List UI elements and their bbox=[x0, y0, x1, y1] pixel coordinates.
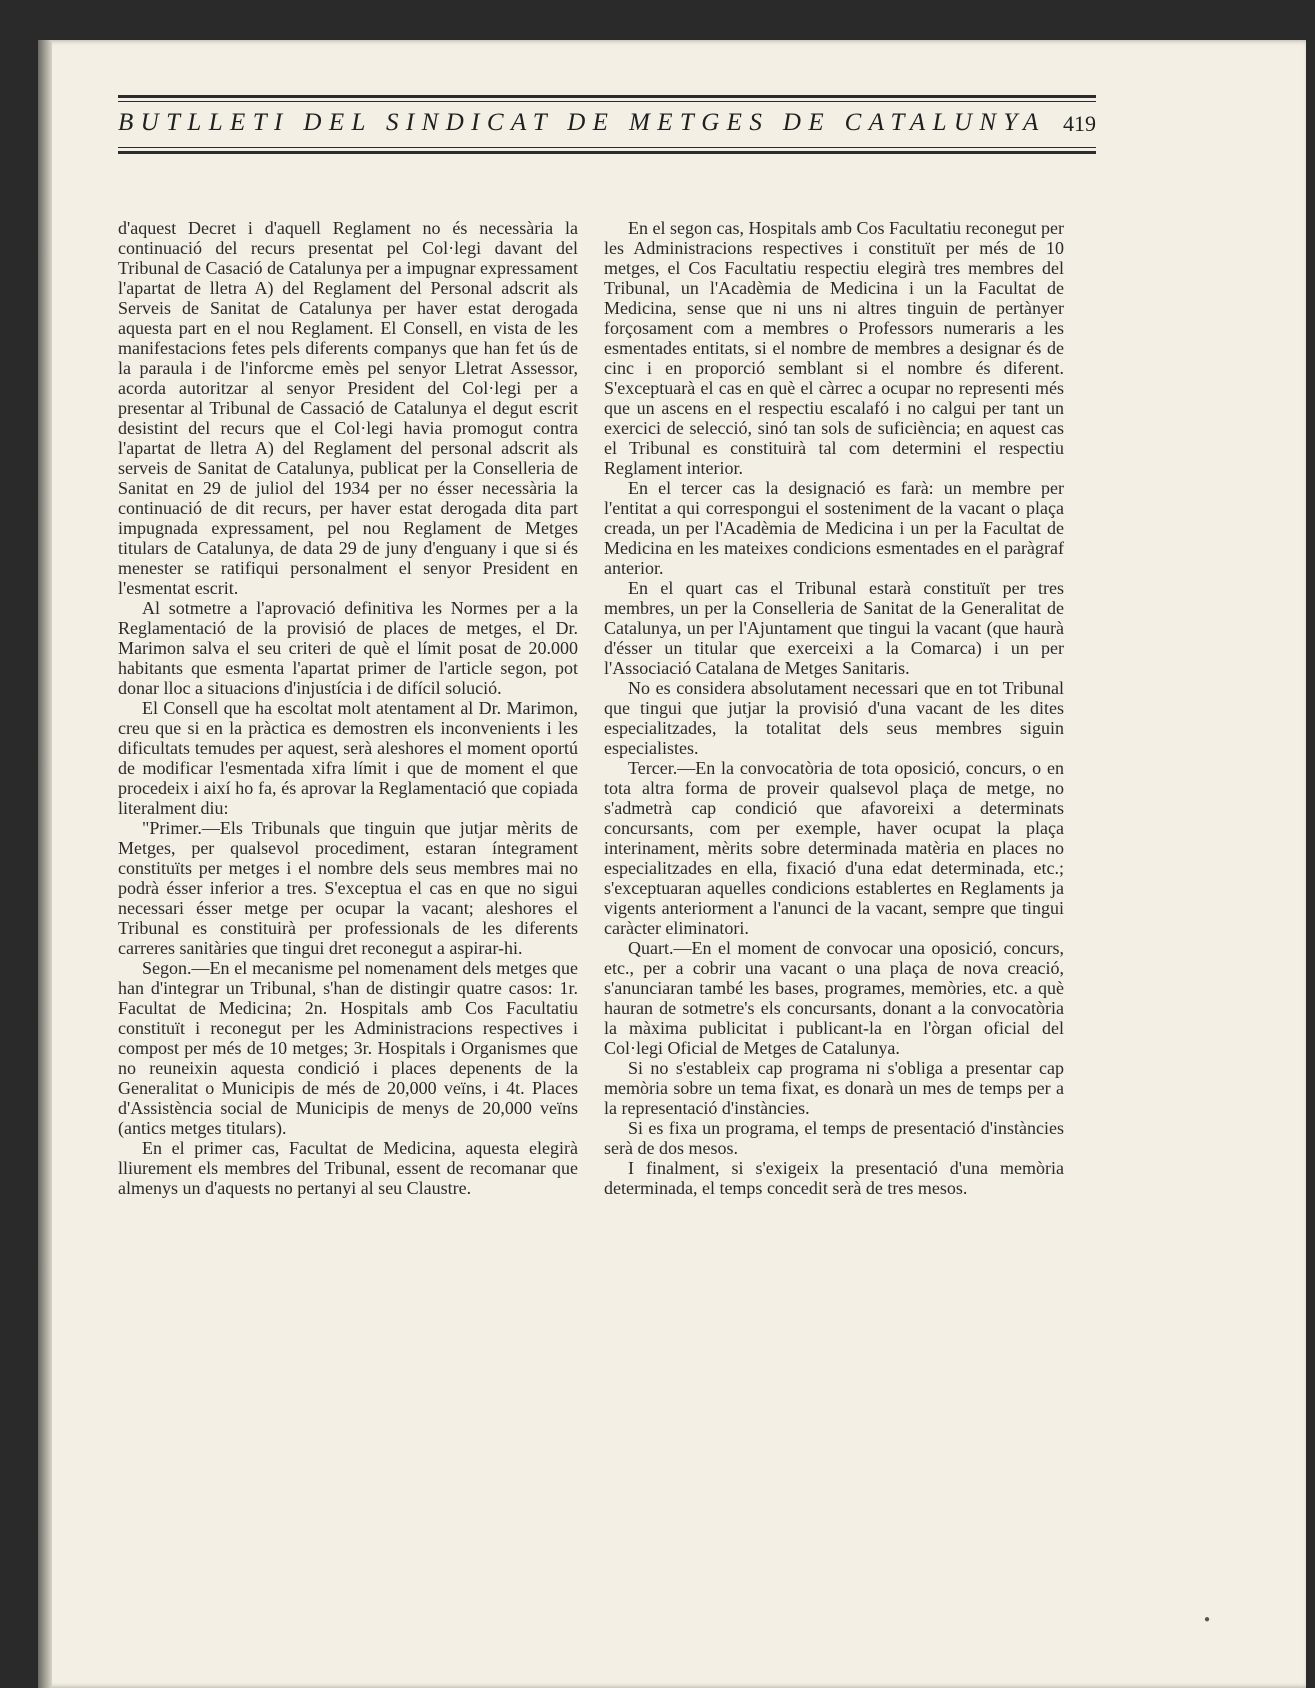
paragraph: El Consell que ha escoltat molt atentament al Dr. Marimon, creu que si en la pràctica es demostren els inconvenients i les dificultats temudes per aquest, serà aleshores el moment oportú de modificar l'esmentada xifra límit i que de moment el que procedeix i així ho fa, és aprovar la Reglamentació que copiada literalment diu: bbox=[118, 698, 578, 818]
page-number: 419 bbox=[1063, 111, 1096, 136]
left-column bbox=[118, 218, 578, 1198]
journal-title: BUTLLETI DEL SINDICAT DE METGES DE CATALUNYA bbox=[118, 109, 1046, 136]
page-binding-edge bbox=[38, 40, 52, 1688]
paragraph: No es considera absolutament necessari que en tot Tribunal que tingui que jutjar la provisió d'una vacant de les dites especialitzades, la totalitat dels seus membres siguin especialistes. bbox=[604, 678, 1064, 758]
paragraph: En el tercer cas la designació es farà: un membre per l'entitat a qui correspongui el sosteniment de la vacant o plaça creada, un per l'Acadèmia de Medicina i un per la Facultat de Medicina en les mateixes condicions esmentades en el paràgraf anterior. bbox=[604, 478, 1064, 578]
header-rule-bottom-thick bbox=[118, 151, 1096, 154]
paragraph: En el quart cas el Tribunal estarà constituït per tres membres, un per la Conselleria de Sanitat de la Generalitat de Catalunya, un per l'Ajuntament que tingui la vacant (que haurà d'ésser un titular que exerceixi a la Comarca) i un per l'Associació Catalana de Metges Sanitaris. bbox=[604, 578, 1064, 678]
right-column bbox=[604, 218, 1064, 1198]
paragraph: Quart.—En el moment de convocar una oposició, concurs, etc., per a cobrir una vacant o una plaça de nova creació, s'anunciaran també les bases, programes, memòries, etc. a què hauran de sotmetre's els concursants, donant a la convocatòria la màxima publicitat i publicant-la en l'òrgan oficial del Col·legi Oficial de Metges de Catalunya. bbox=[604, 938, 1064, 1058]
paragraph: I finalment, si s'exigeix la presentació d'una memòria determinada, el temps concedit serà de tres mesos. bbox=[604, 1158, 1064, 1198]
paragraph: d'aquest Decret i d'aquell Reglament no és necessària la continuació del recurs presentat pel Col·legi davant del Tribunal de Casació de Catalunya per a impugnar expressament l'apartat de lletra A) del Reglament del Personal adscrit als Serveis de Sanitat de Catalunya per haver estat derogada aquesta part en el nou Reglament. El Consell, en vista de les manifestacions fetes pels diferents companys que han fet ús de la paraula i de l'inforcme emès pel senyor Lletrat Assessor, acorda autoritzar al senyor President del Col·legi per a presentar al Tribunal de Cassació de Catalunya el degut escrit desistint del recurs que el Col·legi havia promogut contra l'apartat de lletra A) del Reglament del personal adscrit als serveis de Sanitat de Catalunya, publicat per la Conselleria de Sanitat en 29 de juliol del 1934 per no ésser necessària la continuació de dit recurs, per haver estat derogada dita part impugnada expressament, pel nou Reglament de Metges titulars de Catalunya, de data 29 de juny d'enguany i que si és menester se ratifiqui personalment el senyor President en l'esmentat escrit. bbox=[118, 218, 578, 598]
header-rule-top-thin bbox=[118, 101, 1096, 102]
header-rule-top-thick bbox=[118, 95, 1096, 98]
paragraph: En el segon cas, Hospitals amb Cos Facultatiu reconegut per les Administracions respectives i constituït per més de 10 metges, el Cos Facultatiu respectiu elegirà tres membres del Tribunal, un l'Acadèmia de Medicina i un la Facultat de Medicina, sense que ni uns ni altres tinguin de pertànyer forçosament com a membres o Professors numeraris a les esmentades entitats, si el nombre de membres a designar és de cinc i en proporció semblant si el nombre és diferent. S'exceptuarà el cas en què el càrrec a ocupar no representi més que un ascens en el respectiu escalafó i no calgui per tant un exercici de selecció, sinó tan sols de suficiència; en aquest cas el Tribunal es constituirà tal com determini el respectiu Reglament interior. bbox=[604, 218, 1064, 478]
paragraph: "Primer.—Els Tribunals que tinguin que jutjar mèrits de Metges, per qualsevol procediment, estaran íntegrament constituïts per metges i el nombre dels seus membres mai no podrà ésser inferior a tres. S'exceptua el cas en que no sigui necessari ésser metge per ocupar la vacant; aleshores el Tribunal es constituirà per professionals de les diferents carreres sanitàries que tingui dret reconegut a aspirar-hi. bbox=[118, 818, 578, 958]
paragraph: Si es fixa un programa, el temps de presentació d'instàncies serà de dos mesos. bbox=[604, 1118, 1064, 1158]
paragraph: Al sotmetre a l'aprovació definitiva les Normes per a la Reglamentació de la provisió de places de metges, el Dr. Marimon salva el seu criteri de què el límit posat de 20.000 habitants que esmenta l'apartat primer de l'article segon, pot donar lloc a situacions d'injustícia i de difícil solució. bbox=[118, 598, 578, 698]
paragraph: Tercer.—En la convocatòria de tota oposició, concurs, o en tota altra forma de proveir qualsevol plaça de metge, no s'admetrà cap condició que afavoreixi a determinats concursants, com per exemple, haver ocupat la plaça interinament, mèrits sobre determinada matèria en places no especialitzades en ella, fixació d'una edat determinada, etc.; s'exceptuaran aquelles condicions establertes en Reglaments ja vigents anteriorment a l'anunci de la vacant, sempre que tingui caràcter eliminatori. bbox=[604, 758, 1064, 938]
paragraph: En el primer cas, Facultat de Medicina, aquesta elegirà lliurement els membres del Tribunal, essent de recomanar que almenys un d'aquests no pertanyi al seu Claustre. bbox=[118, 1138, 578, 1198]
header-rule-bottom-thin bbox=[118, 147, 1096, 148]
paragraph: Si no s'estableix cap programa ni s'obliga a presentar cap memòria sobre un tema fixat, es donarà un mes de temps per a la representació d'instàncies. bbox=[604, 1058, 1064, 1118]
paragraph: Segon.—En el mecanisme pel nomenament dels metges que han d'integrar un Tribunal, s'han de distingir quatre casos: 1r. Facultat de Medicina; 2n. Hospitals amb Cos Facultatiu constituït i reconegut per les Administracions respectives i compost per més de 10 metges; 3r. Hospitals i Organismes que no reuneixin aquesta condició i places depenents de la Generalitat o Municipis de més de 20,000 veïns, i 4t. Places d'Assistència social de Municipis de menys de 20,000 veïns (antics metges titulars). bbox=[118, 958, 578, 1138]
print-mark-dot: ● bbox=[1204, 1614, 1211, 1625]
